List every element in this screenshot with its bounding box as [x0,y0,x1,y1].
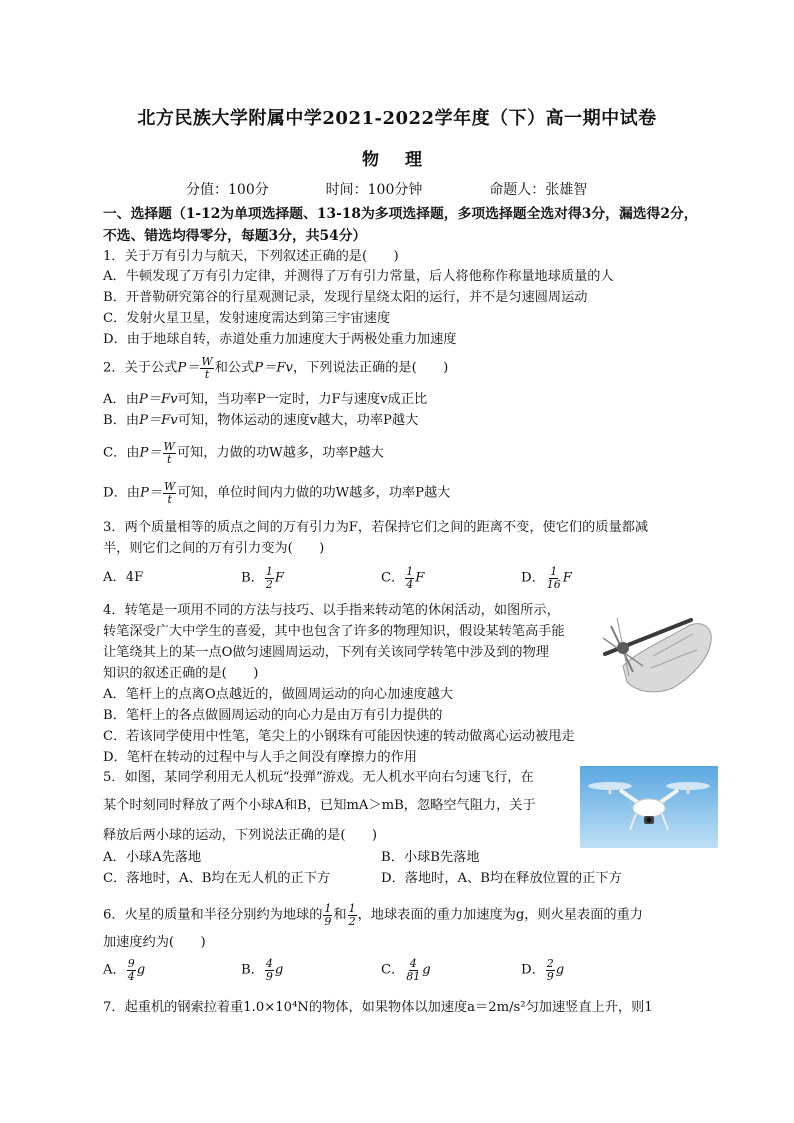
q1-option-c: C．发射火星卫星，发射速度需达到第三宇宙速度 [103,311,391,326]
q3-option-b: B． $\frac{1}{2}$ F [241,565,285,591]
q6-line1: 6．火星的质量和半径分别约为地球的 $\frac{1}{9}$ 和 $\frac{1}{2}$ ，地球表面的重力加速度为g，则火星表面的重力 [103,902,643,928]
q4-option-b: B．笔杆上的各点做圆周运动的向心力是由万有引力提供的 [103,708,443,723]
q5-option-d: D．落地时，A、B均在释放位置的正下方 [381,871,622,886]
q3-line2: 半，则它们之间的万有引力变为( ) [103,541,325,556]
q5-line1: 5．如图，某同学利用无人机玩“投弹”游戏。无人机水平向右匀速飞行，在 [103,770,534,785]
q3-option-d: D． $\frac{1}{16}$ F [521,565,572,591]
q6-option-a: A． $\frac{9}{4}$ g [103,957,146,983]
exam-meta [186,182,587,200]
score-info: 分值：100分 [186,182,269,198]
q1-option-a: A．牛顿发现了万有引力定律，并测得了万有引力常量，后人将他称作称量地球质量的人 [103,269,614,284]
q5-line3: 释放后两小球的运动，下列说法正确的是( ) [103,828,378,843]
pen-spinning-hand-image [593,596,717,696]
q6-option-b: B． $\frac{4}{9}$ g [241,957,284,983]
q3-option-c: C． $\frac{1}{4}$ F [381,565,425,591]
exam-subject: 物 理 [362,150,432,170]
q4-line4: 知识的叙述正确的是( ) [103,666,259,681]
q4-line3: 让笔绕其上的某一点O做匀速圆周运动，下列有关该同学转笔中涉及到的物理 [103,645,549,660]
q2-stem: 2．关于公式P＝ $\frac{W}{t}$ 和公式P＝Fv，下列说法正确的是( ) [103,355,449,381]
q4-option-a: A．笔杆上的点离O点越近的，做圆周运动的向心加速度越大 [103,687,454,702]
q3-option-a: A．4F [103,570,144,585]
q5-option-a: A．小球A先落地 [103,850,202,865]
q5-line2: 某个时刻同时释放了两个小球A和B，已知mA＞mB，忽略空气阻力，关于 [103,798,536,813]
q4-line2: 转笔深受广大中学生的喜爱，其中也包含了许多的物理知识，假设某转笔高手能 [103,624,565,639]
q2-option-b: B．由P＝Fv可知，物体运动的速度v越大，功率P越大 [103,413,419,428]
q2-option-c: C．由P＝ $\frac{W}{t}$ 可知，力做的功W越多，功率P越大 [103,440,384,466]
q4-line1: 4．转笔是一项用不同的方法与技巧、以手指来转动笔的休闲活动，如图所示， [103,603,560,618]
q5-option-b: B．小球B先落地 [381,850,480,865]
q7-line1: 7．起重机的钢索拉着重1.0×10⁴N的物体，如果物体以加速度a＝2m/s²匀加速竖直上升，则1 [103,1000,653,1015]
q1-option-d: D．由于地球自转，赤道处重力加速度大于两极处重力加速度 [103,332,457,347]
section-heading-line1: 一、选择题（1-12为单项选择题、13-18为多项选择题，多项选择题全选对得3分，漏选得2分， [103,206,698,222]
q2-option-d: D．由P＝ $\frac{W}{t}$ 可知，单位时间内力做的功W越多，功率P越大 [103,480,451,506]
w-over-t-fraction: $\frac{W}{t}$ [201,355,213,381]
q4-option-c: C．若该同学使用中性笔，笔尖上的小钢珠有可能因快速的转动做离心运动被甩走 [103,729,575,744]
q6-option-d: D． $\frac{2}{9}$ g [521,957,565,983]
q6-options [103,958,703,990]
section-heading-line2: 不选、错选均得零分，每题3分，共54分） [103,228,367,244]
drone-image [580,766,718,848]
q4-option-d: D．笔杆在转动的过程中与人手之间没有摩擦力的作用 [103,750,417,765]
q3-line1: 3．两个质量相等的质点之间的万有引力为F，若保持它们之间的距离不变，使它们的质量都减 [103,520,649,535]
q5-option-c: C．落地时，A、B均在无人机的正下方 [103,871,331,886]
q6-option-c: C． $\frac{4}{81}$ g [381,957,431,983]
q1-option-b: B．开普勒研究第谷的行星观测记录，发现行星绕太阳的运行，并不是匀速圆周运动 [103,290,588,305]
q3-options [103,566,703,596]
q2-option-a: A．由P＝Fv可知，当功率P一定时，力F与速度v成正比 [103,392,428,407]
time-info: 时间：100分钟 [325,182,423,198]
author-info: 命题人：张雄智 [489,182,588,198]
exam-title: 北方民族大学附属中学2021-2022学年度（下）高一期中试卷 [137,108,657,129]
q1-stem: 1．关于万有引力与航天，下列叙述正确的是( ) [103,249,399,264]
q6-line2: 加速度约为( ) [103,935,206,950]
